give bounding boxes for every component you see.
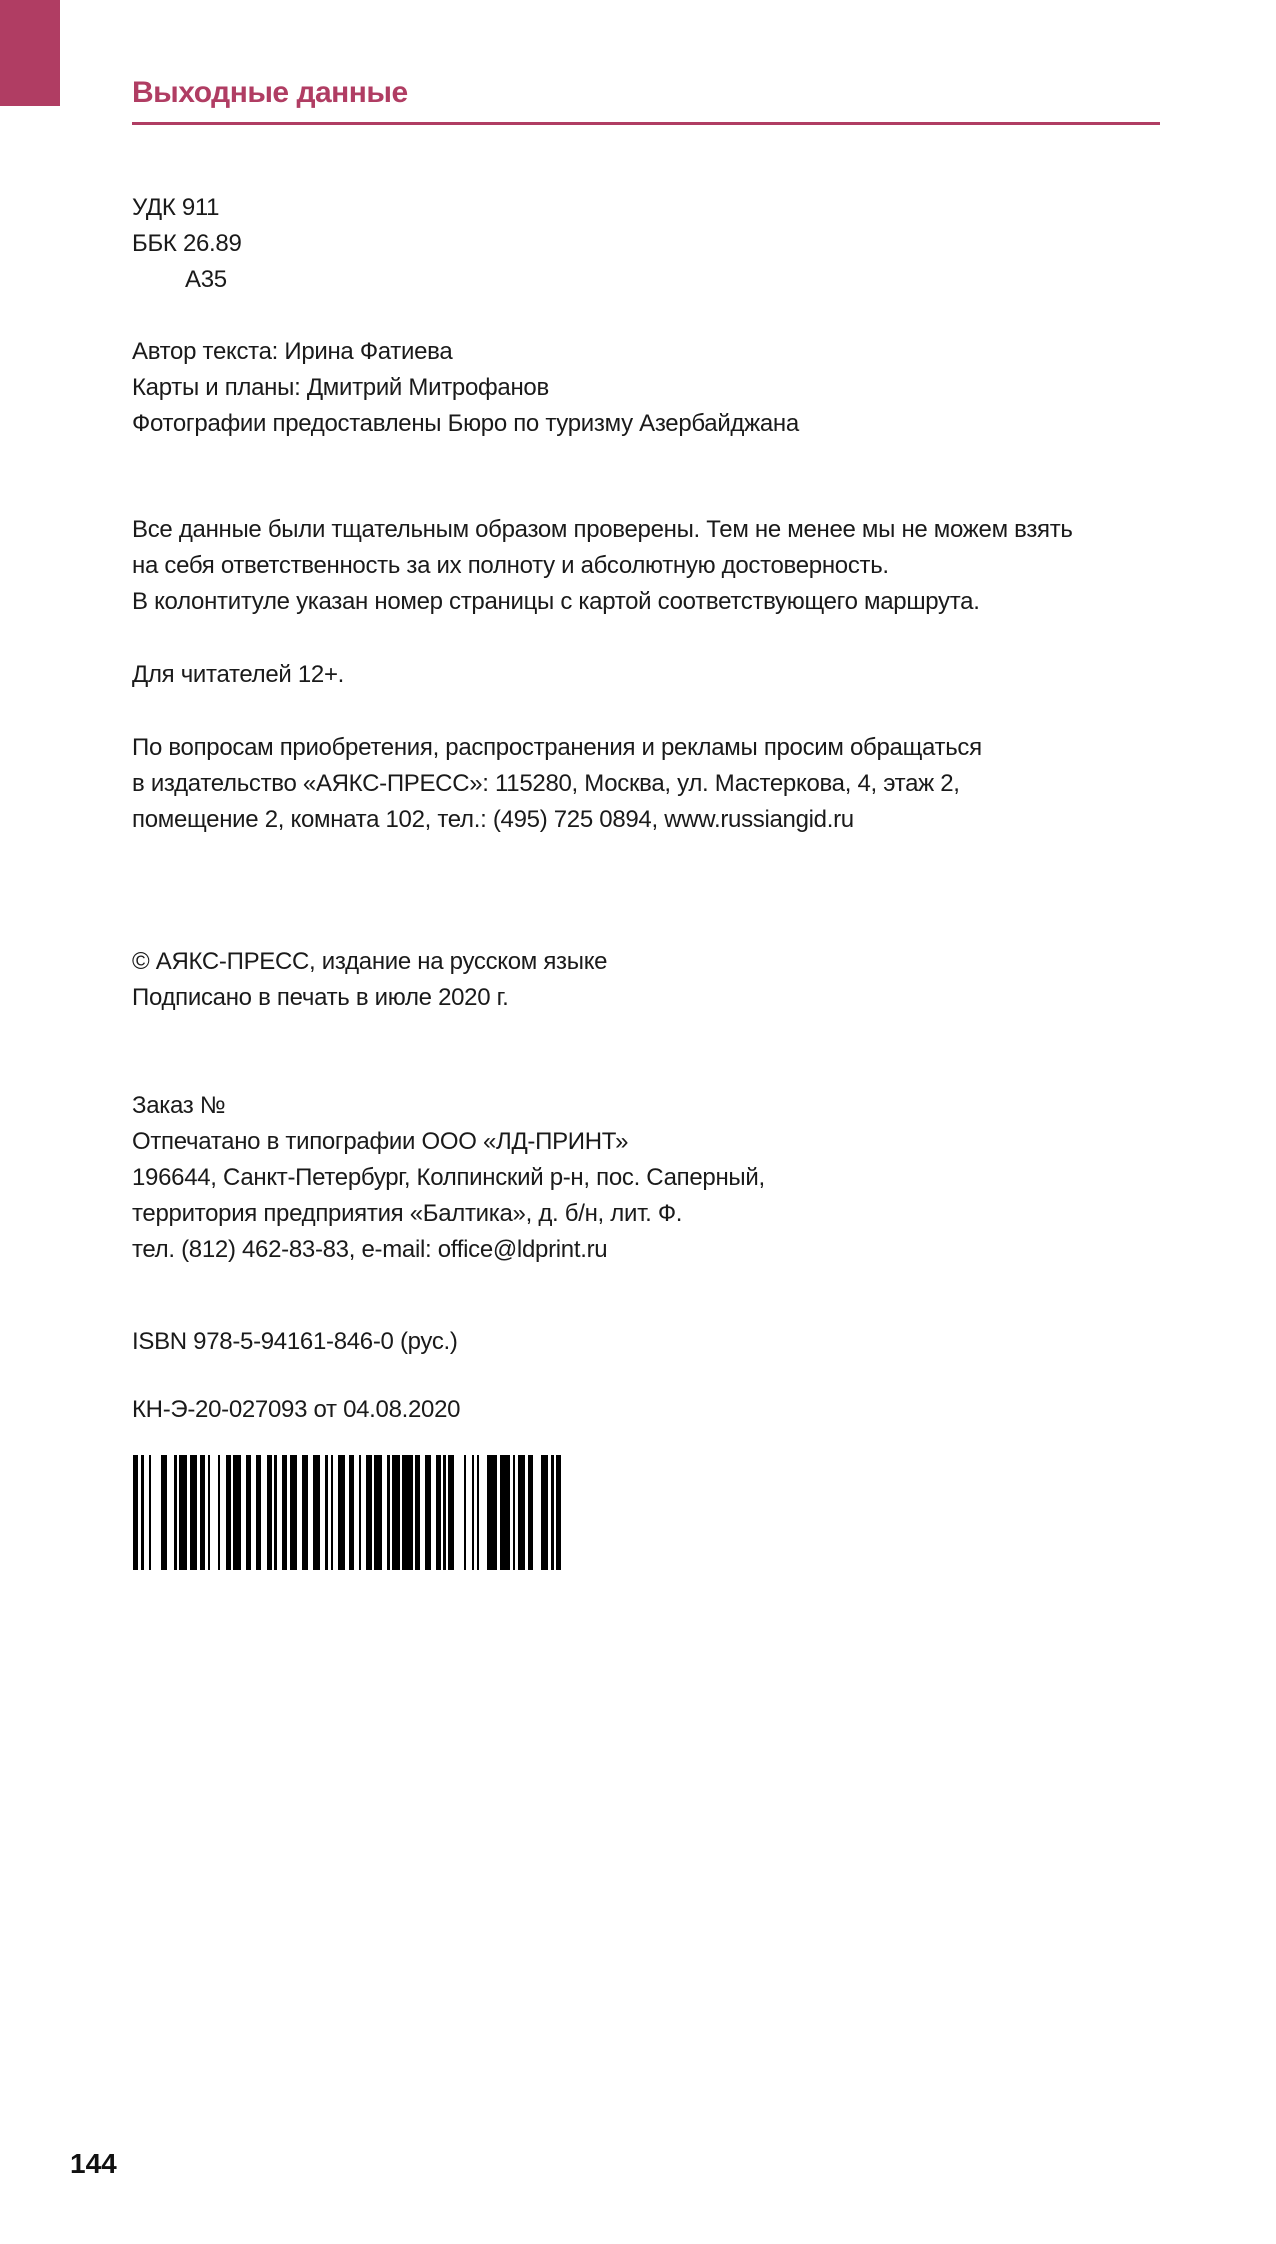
barcode-bar xyxy=(256,1455,261,1570)
age-rating: Для читателей 12+. xyxy=(132,661,345,688)
barcode-bar xyxy=(313,1455,320,1570)
barcode-bar xyxy=(513,1455,515,1570)
barcode-bar xyxy=(282,1455,287,1570)
barcode-bar xyxy=(325,1455,328,1570)
barcode-bar xyxy=(472,1455,474,1570)
barcode-bar xyxy=(425,1455,431,1570)
barcode-bar xyxy=(290,1455,297,1570)
barcode-bar xyxy=(349,1455,354,1570)
bbk-code: ББК 26.89 xyxy=(132,230,242,257)
contacts-line: помещение 2, комната 102, тел.: (495) 725 0894, www.russiangid.ru xyxy=(132,806,854,833)
barcode-bar xyxy=(179,1455,187,1570)
copyright-notice: © АЯКС-ПРЕСС, издание на русском языке xyxy=(132,948,608,975)
credit-maps: Карты и планы: Дмитрий Митрофанов xyxy=(132,374,549,401)
printer-name: Отпечатано в типографии ООО «ЛД-ПРИНТ» xyxy=(132,1128,629,1155)
barcode-bar xyxy=(556,1455,561,1570)
barcode-bar xyxy=(487,1455,497,1570)
barcode-bar xyxy=(267,1455,272,1570)
barcode-bar xyxy=(359,1455,361,1570)
contacts-line: в издательство «АЯКС-ПРЕСС»: 115280, Москва, ул. Мастеркова, 4, этаж 2, xyxy=(132,770,960,797)
corner-accent-block xyxy=(0,0,60,106)
author-mark: А35 xyxy=(185,266,227,293)
barcode-bar xyxy=(338,1455,345,1570)
barcode xyxy=(133,1455,563,1570)
disclaimer-line: на себя ответственность за их полноту и абсолютную достоверность. xyxy=(132,552,889,579)
barcode-bar xyxy=(477,1455,479,1570)
barcode-bar xyxy=(149,1455,151,1570)
barcode-bar xyxy=(274,1455,277,1570)
disclaimer-line: В колонтитуле указан номер страницы с картой соответствующего маршрута. xyxy=(132,588,980,615)
barcode-bar xyxy=(141,1455,144,1570)
barcode-bar xyxy=(200,1455,205,1570)
order-number: Заказ № xyxy=(132,1092,226,1119)
barcode-bar xyxy=(528,1455,533,1570)
barcode-bar xyxy=(464,1455,466,1570)
barcode-bar xyxy=(448,1455,454,1570)
barcode-bar xyxy=(133,1455,138,1570)
barcode-bar xyxy=(392,1455,400,1570)
barcode-bar xyxy=(374,1455,382,1570)
contacts-line: По вопросам приобретения, распространения и рекламы просим обращаться xyxy=(132,734,982,761)
barcode-bar xyxy=(443,1455,446,1570)
printer-address: 196644, Санкт-Петербург, Колпинский р-н, пос. Саперный, xyxy=(132,1164,765,1191)
isbn: ISBN 978-5-94161-846-0 (рус.) xyxy=(132,1328,458,1355)
barcode-bar xyxy=(436,1455,441,1570)
barcode-bar xyxy=(415,1455,420,1570)
barcode-bar xyxy=(302,1455,308,1570)
barcode-bar xyxy=(366,1455,372,1570)
barcode-bar xyxy=(402,1455,413,1570)
barcode-bar xyxy=(174,1455,177,1570)
printer-contacts: тел. (812) 462-83-83, e-mail: office@ldprint.ru xyxy=(132,1236,608,1263)
signed-to-print: Подписано в печать в июле 2020 г. xyxy=(132,984,509,1011)
barcode-bar xyxy=(500,1455,510,1570)
credit-photos: Фотографии предоставлены Бюро по туризму Азербайджана xyxy=(132,410,799,437)
title-divider xyxy=(132,122,1160,125)
barcode-bar xyxy=(190,1455,197,1570)
printer-address: территория предприятия «Балтика», д. б/н, лит. Ф. xyxy=(132,1200,683,1227)
barcode-bar xyxy=(551,1455,554,1570)
barcode-bar xyxy=(233,1455,241,1570)
barcode-bar xyxy=(387,1455,390,1570)
page-number: 144 xyxy=(70,2148,117,2179)
barcode-bar xyxy=(541,1455,548,1570)
credit-author: Автор текста: Ирина Фатиева xyxy=(132,338,453,365)
barcode-bar xyxy=(518,1455,525,1570)
barcode-bar xyxy=(246,1455,251,1570)
barcode-bar xyxy=(218,1455,220,1570)
barcode-bar xyxy=(331,1455,333,1570)
page-title: Выходные данные xyxy=(132,76,408,109)
disclaimer-line: Все данные были тщательным образом проверены. Тем не менее мы не можем взять xyxy=(132,516,1073,543)
udk-code: УДК 911 xyxy=(132,194,220,221)
barcode-bar xyxy=(161,1455,167,1570)
barcode-bar xyxy=(226,1455,231,1570)
barcode-bar xyxy=(208,1455,210,1570)
certificate-number: КН-Э-20-027093 от 04.08.2020 xyxy=(132,1396,461,1423)
